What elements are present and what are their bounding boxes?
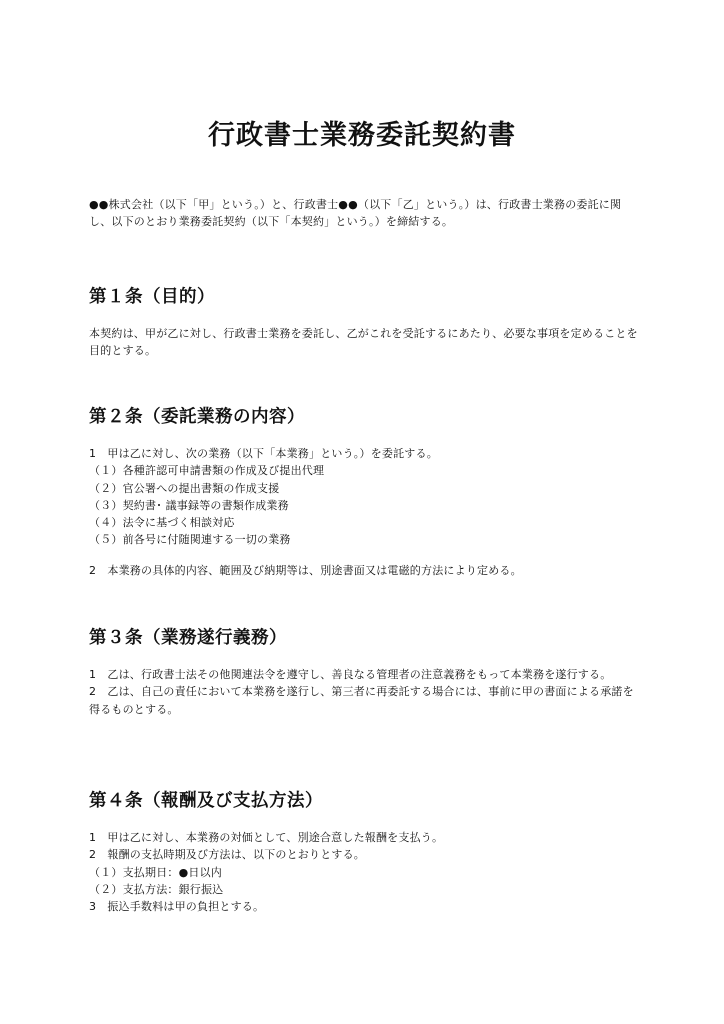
article-2-clause-2: 2 本業務の具体的内容、範囲及び納期等は、別途書面又は電磁的方法により定める。: [89, 563, 522, 577]
article-2-heading: 第２条（委託業務の内容）: [89, 407, 305, 427]
article-4-item-1: （１）支払期日：●日以内: [89, 865, 222, 879]
article-2-item-4: （４）法令に基づく相談対応: [89, 516, 235, 530]
document-title: 行政書士業務委託契約書: [208, 120, 516, 151]
article-4: [89, 789, 639, 915]
article-2-item-5: （５）前各号に付随関連する一切の業務: [89, 533, 291, 547]
article-2: [89, 405, 639, 579]
article-4-item-2: （２）支払方法：銀行振込: [89, 882, 224, 896]
article-2-item-3: （３）契約書･ 議事録等の書類作成業務: [89, 498, 289, 512]
article-1-body: 本契約は、甲が乙に対し、行政書士業務を委託し、乙がこれを受託するにあたり、必要な事項を定めることを目的とする。: [89, 327, 638, 358]
article-2-clause-1: 1 甲は乙に対し、次の業務（以下「本業務」という。）を委託する。: [89, 447, 438, 460]
article-1-heading: 第１条（目的）: [89, 287, 215, 307]
article-4-clause-2: 2 報酬の支払時期及び方法は、以下のとおりとする。: [89, 848, 365, 862]
article-4-heading: 第４条（報酬及び支払方法）: [89, 791, 323, 811]
intro-paragraph: ●●株式会社（以下「甲」という。）と、行政書士●●（以下「乙」という。）は、行政書士業務の委託に関し、以下のとおり業務委託契約（以下「本契約」という。）を締結する。: [89, 198, 622, 228]
article-2-item-2: （２）官公署への提出書類の作成支援: [89, 481, 280, 495]
article-3-clause-2: 2 乙は、自己の責任において本業務を遂行し、第三者に再委託する場合には、事前に甲の書面による承諾を得るものとする。: [89, 685, 634, 716]
article-4-clause-1: 1 甲は乙に対し、本業務の対価として、別途合意した報酬を支払う。: [89, 831, 444, 844]
article-3: [89, 626, 639, 718]
article-3-heading: 第３条（業務遂行義務）: [89, 628, 287, 648]
article-1: [89, 285, 639, 360]
article-4-clause-3: 3 振込手数料は甲の負担とする。: [89, 900, 265, 914]
article-3-clause-1: 1 乙は、行政書士法その他関連法令を遵守し、善良なる管理者の注意義務をもって本業務を遂行する。: [89, 668, 612, 681]
article-2-item-1: （１）各種許認可申請書類の作成及び提出代理: [89, 464, 325, 478]
